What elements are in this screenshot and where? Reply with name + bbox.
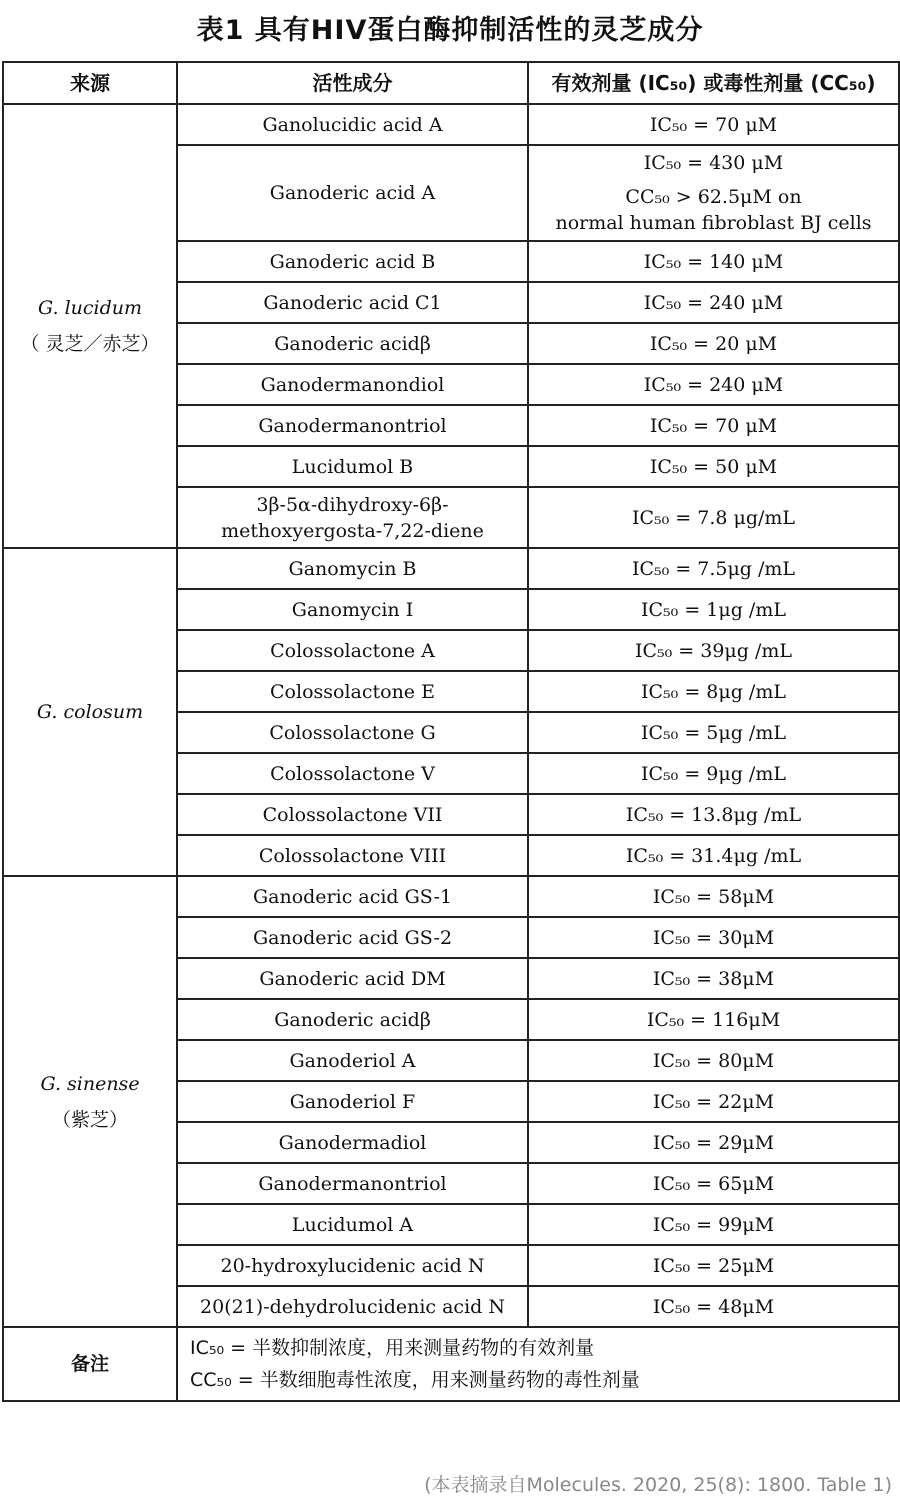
dose-cell: IC₅₀ = 116μM — [528, 999, 899, 1040]
dose-cell: IC₅₀ = 31.4μg /mL — [528, 835, 899, 876]
dose-cell: IC₅₀ = 1μg /mL — [528, 589, 899, 630]
dose-cell: IC₅₀ = 58μM — [528, 876, 899, 917]
compound-cell: Lucidumol A — [177, 1204, 528, 1245]
compound-cell: Ganodermanontriol — [177, 1163, 528, 1204]
dose-cell: IC₅₀ = 80μM — [528, 1040, 899, 1081]
compound-cell: Colossolactone G — [177, 712, 528, 753]
species-cn: （紫芝） — [51, 1108, 128, 1131]
dose-cell: IC₅₀ = 29μM — [528, 1122, 899, 1163]
dose-cell: IC₅₀ = 70 μM — [528, 104, 899, 145]
dose-line: CC₅₀ > 62.5μM on — [625, 186, 802, 208]
dose-cell: IC₅₀ = 140 μM — [528, 241, 899, 282]
compound-cell: Ganomycin I — [177, 589, 528, 630]
notes-body — [177, 1327, 899, 1401]
compound-cell: Ganodermanontriol — [177, 405, 528, 446]
table-row — [3, 104, 899, 145]
dose-cell: IC₅₀ = 22μM — [528, 1081, 899, 1122]
header-dose: 有效剂量 (IC₅₀) 或毒性剂量 (CC₅₀) — [528, 62, 899, 104]
source-cell-sinense — [3, 876, 177, 1327]
source-cell-colosum — [3, 548, 177, 876]
notes-line-cc50: CC₅₀ = 半数细胞毒性浓度，用来测量药物的毒性剂量 — [190, 1369, 640, 1391]
dose-cell: IC₅₀ = 13.8μg /mL — [528, 794, 899, 835]
notes-label: 备注 — [3, 1327, 177, 1401]
compound-cell: Ganodermadiol — [177, 1122, 528, 1163]
compound-cell: Ganoderic acid A — [177, 145, 528, 241]
dose-cell: IC₅₀ = 8μg /mL — [528, 671, 899, 712]
dose-line: normal human fibroblast BJ cells — [555, 212, 872, 234]
table-row — [3, 876, 899, 917]
dose-cell: IC₅₀ = 5μg /mL — [528, 712, 899, 753]
compound-cell — [177, 487, 528, 548]
compound-cell: Colossolactone VIII — [177, 835, 528, 876]
compound-cell: Ganoderic acid DM — [177, 958, 528, 999]
table-row — [3, 548, 899, 589]
compound-cell: Ganoderiol A — [177, 1040, 528, 1081]
compound-cell: Lucidumol B — [177, 446, 528, 487]
dose-cell: IC₅₀ = 25μM — [528, 1245, 899, 1286]
species-name: G. colosum — [36, 701, 144, 723]
dose-line: IC₅₀ = 430 μM — [643, 152, 784, 174]
header-source: 来源 — [3, 62, 177, 104]
dose-cell: IC₅₀ = 65μM — [528, 1163, 899, 1204]
dose-cell: IC₅₀ = 30μM — [528, 917, 899, 958]
dose-cell — [528, 145, 899, 241]
dose-cell: IC₅₀ = 70 μM — [528, 405, 899, 446]
compound-cell: Ganomycin B — [177, 548, 528, 589]
compound-table — [2, 61, 900, 1402]
header-compound: 活性成分 — [177, 62, 528, 104]
source-citation: (本表摘录自Molecules. 2020, 25(8): 1800. Table 1) — [424, 1474, 892, 1496]
species-name: G. lucidum — [37, 297, 143, 319]
compound-cell: Ganoderic acid C1 — [177, 282, 528, 323]
compound-cell: 20(21)-dehydrolucidenic acid N — [177, 1286, 528, 1327]
dose-cell: IC₅₀ = 7.5μg /mL — [528, 548, 899, 589]
compound-line: 3β-5α-dihydroxy-6β- — [256, 493, 449, 516]
compound-cell: Ganodermanondiol — [177, 364, 528, 405]
table-title: 表1 具有HIV蛋白酶抑制活性的灵芝成分 — [196, 15, 704, 46]
dose-cell: IC₅₀ = 20 μM — [528, 323, 899, 364]
species-cn: （ 灵芝／赤芝） — [20, 333, 160, 355]
compound-cell: Colossolactone VII — [177, 794, 528, 835]
compound-cell: Ganoderic acidβ — [177, 999, 528, 1040]
compound-cell: Colossolactone V — [177, 753, 528, 794]
species-name: G. sinense — [40, 1072, 140, 1095]
dose-cell: IC₅₀ = 39μg /mL — [528, 630, 899, 671]
compound-cell: Ganoderic acid B — [177, 241, 528, 282]
compound-cell: Ganolucidic acid A — [177, 104, 528, 145]
compound-line: methoxyergosta-7,22-diene — [221, 519, 484, 542]
dose-cell: IC₅₀ = 48μM — [528, 1286, 899, 1327]
compound-cell: Ganoderic acidβ — [177, 323, 528, 364]
source-cell-lucidum — [3, 104, 177, 548]
dose-cell: IC₅₀ = 99μM — [528, 1204, 899, 1245]
compound-cell: 20-hydroxylucidenic acid N — [177, 1245, 528, 1286]
compound-cell: Colossolactone E — [177, 671, 528, 712]
dose-cell: IC₅₀ = 9μg /mL — [528, 753, 899, 794]
notes-row — [3, 1327, 899, 1401]
dose-cell: IC₅₀ = 7.8 μg/mL — [528, 487, 899, 548]
notes-line-ic50: IC₅₀ = 半数抑制浓度，用来测量药物的有效剂量 — [190, 1337, 595, 1359]
dose-cell: IC₅₀ = 240 μM — [528, 282, 899, 323]
dose-cell: IC₅₀ = 38μM — [528, 958, 899, 999]
compound-cell: Ganoderiol F — [177, 1081, 528, 1122]
compound-cell: Ganoderic acid GS-2 — [177, 917, 528, 958]
compound-cell: Colossolactone A — [177, 630, 528, 671]
compound-cell: Ganoderic acid GS-1 — [177, 876, 528, 917]
dose-cell: IC₅₀ = 50 μM — [528, 446, 899, 487]
dose-cell: IC₅₀ = 240 μM — [528, 364, 899, 405]
